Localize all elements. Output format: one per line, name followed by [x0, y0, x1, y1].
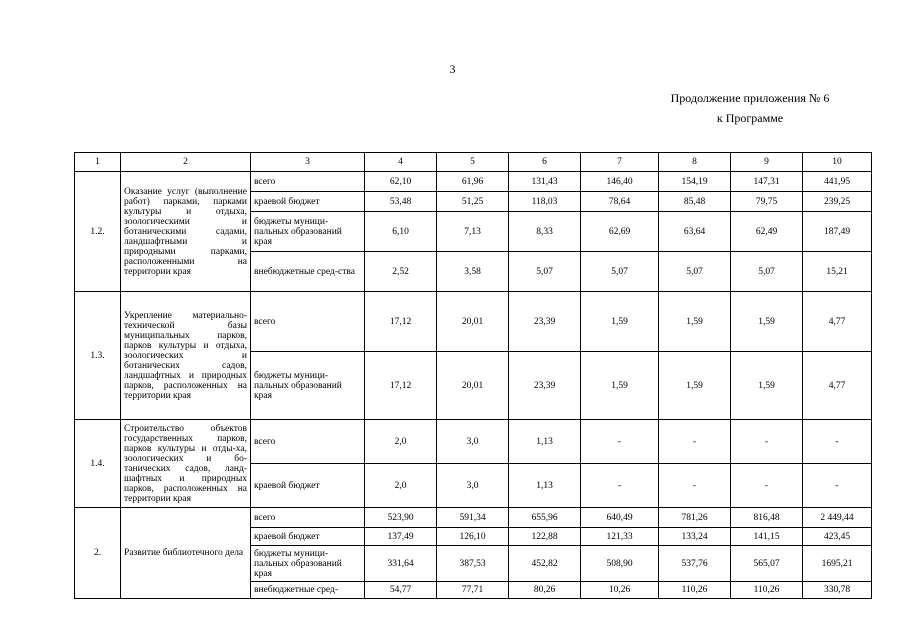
value-cell: 2,0 — [365, 420, 437, 464]
appendix-heading — [600, 88, 900, 128]
appendix-heading-line1: Продолжение приложения № 6 — [670, 91, 830, 105]
value-cell: 537,76 — [659, 546, 731, 582]
funding-source: краевой бюджет — [251, 464, 365, 508]
budget-table — [74, 152, 872, 599]
value-cell: 137,49 — [365, 528, 437, 546]
value-cell: 331,64 — [365, 546, 437, 582]
funding-source: бюджеты муници-пальных образований края — [251, 212, 365, 252]
header-cell: 10 — [803, 153, 872, 172]
value-cell: 62,69 — [581, 212, 659, 252]
value-cell: 1,59 — [581, 292, 659, 352]
funding-source: всего — [251, 172, 365, 192]
header-cell: 2 — [121, 153, 251, 172]
funding-source: всего — [251, 508, 365, 528]
value-cell: 122,88 — [509, 528, 581, 546]
value-cell: 4,77 — [803, 292, 872, 352]
value-cell: 5,07 — [659, 252, 731, 292]
item-name: Развитие библиотечного дела — [121, 508, 251, 599]
funding-source: всего — [251, 292, 365, 352]
value-cell: 154,19 — [659, 172, 731, 192]
item-number: 2. — [75, 508, 121, 599]
value-cell: 62,10 — [365, 172, 437, 192]
value-cell: 77,71 — [437, 582, 509, 599]
value-cell: 110,26 — [731, 582, 803, 599]
header-cell: 5 — [437, 153, 509, 172]
value-cell: 17,12 — [365, 352, 437, 420]
value-cell: - — [731, 420, 803, 464]
page-number: 3 — [449, 62, 456, 76]
value-cell: 146,40 — [581, 172, 659, 192]
funding-source: краевой бюджет — [251, 192, 365, 212]
value-cell: 6,10 — [365, 212, 437, 252]
value-cell: 10,26 — [581, 582, 659, 599]
table-row — [75, 508, 872, 528]
value-cell: 2,0 — [365, 464, 437, 508]
value-cell: 387,53 — [437, 546, 509, 582]
value-cell: 523,90 — [365, 508, 437, 528]
value-cell: 147,31 — [731, 172, 803, 192]
value-cell: 3,0 — [437, 420, 509, 464]
header-cell: 1 — [75, 153, 121, 172]
value-cell: 79,75 — [731, 192, 803, 212]
value-cell: - — [659, 464, 731, 508]
value-cell: 15,21 — [803, 252, 872, 292]
value-cell: 1,59 — [731, 292, 803, 352]
value-cell: 2 449,44 — [803, 508, 872, 528]
value-cell: 17,12 — [365, 292, 437, 352]
appendix-heading-line2: к Программе — [716, 111, 784, 125]
value-cell: 239,25 — [803, 192, 872, 212]
header-cell: 4 — [365, 153, 437, 172]
item-name: Укрепление материально-технической базы муниципальных парков, парков культуры и отдыха, зоологических и ботанических садов, ландшафтных и природных парков, расположенных на территории края — [121, 292, 251, 420]
value-cell: 1,59 — [581, 352, 659, 420]
value-cell: - — [803, 464, 872, 508]
value-cell: 20,01 — [437, 352, 509, 420]
value-cell: 187,49 — [803, 212, 872, 252]
header-cell: 9 — [731, 153, 803, 172]
funding-source: бюджеты муници-пальных образований края — [251, 546, 365, 582]
value-cell: 121,33 — [581, 528, 659, 546]
value-cell: 51,25 — [437, 192, 509, 212]
item-name: Оказание услуг (выполнение работ) парками, парками культуры и отдыха, зоологическими и ботаническими садами, ландшафтными и природными парками, расположенными на территории края — [121, 172, 251, 292]
value-cell: 591,34 — [437, 508, 509, 528]
value-cell: 781,26 — [659, 508, 731, 528]
value-cell: 441,95 — [803, 172, 872, 192]
value-cell: 23,39 — [509, 292, 581, 352]
header-row — [75, 153, 872, 172]
item-number: 1.3. — [75, 292, 121, 420]
value-cell: 54,77 — [365, 582, 437, 599]
value-cell: 1,13 — [509, 464, 581, 508]
header-cell: 6 — [509, 153, 581, 172]
value-cell: 1,13 — [509, 420, 581, 464]
header-cell: 3 — [251, 153, 365, 172]
value-cell: 8,33 — [509, 212, 581, 252]
value-cell: 640,49 — [581, 508, 659, 528]
value-cell: 655,96 — [509, 508, 581, 528]
funding-source: бюджеты муници-пальных образований края — [251, 352, 365, 420]
value-cell: - — [581, 464, 659, 508]
funding-source: краевой бюджет — [251, 528, 365, 546]
value-cell: 1695,21 — [803, 546, 872, 582]
value-cell: 1,59 — [659, 352, 731, 420]
value-cell: 565,07 — [731, 546, 803, 582]
funding-source: внебюджетные сред-ства — [251, 252, 365, 292]
funding-source: внебюджетные сред- — [251, 582, 365, 599]
table-row — [75, 292, 872, 352]
value-cell: 452,82 — [509, 546, 581, 582]
value-cell: 20,01 — [437, 292, 509, 352]
value-cell: 62,49 — [731, 212, 803, 252]
value-cell: 2,52 — [365, 252, 437, 292]
value-cell: 118,03 — [509, 192, 581, 212]
value-cell: 141,15 — [731, 528, 803, 546]
value-cell: 131,43 — [509, 172, 581, 192]
value-cell: 7,13 — [437, 212, 509, 252]
value-cell: 5,07 — [731, 252, 803, 292]
value-cell: 133,24 — [659, 528, 731, 546]
value-cell: 80,26 — [509, 582, 581, 599]
table-row — [75, 420, 872, 464]
value-cell: 5,07 — [509, 252, 581, 292]
value-cell: - — [659, 420, 731, 464]
value-cell: 53,48 — [365, 192, 437, 212]
value-cell: 78,64 — [581, 192, 659, 212]
value-cell: 85,48 — [659, 192, 731, 212]
value-cell: 3,0 — [437, 464, 509, 508]
value-cell: 1,59 — [659, 292, 731, 352]
value-cell: - — [803, 420, 872, 464]
value-cell: 126,10 — [437, 528, 509, 546]
value-cell: 63,64 — [659, 212, 731, 252]
value-cell: 4,77 — [803, 352, 872, 420]
value-cell: 3,58 — [437, 252, 509, 292]
value-cell: 110,26 — [659, 582, 731, 599]
value-cell: 1,59 — [731, 352, 803, 420]
item-number: 1.4. — [75, 420, 121, 508]
item-number: 1.2. — [75, 172, 121, 292]
value-cell: - — [581, 420, 659, 464]
funding-source: всего — [251, 420, 365, 464]
table-row — [75, 172, 872, 192]
value-cell: 816,48 — [731, 508, 803, 528]
value-cell: - — [731, 464, 803, 508]
value-cell: 508,90 — [581, 546, 659, 582]
value-cell: 5,07 — [581, 252, 659, 292]
item-name: Строительство объектов государственных парков, парков культуры и отды-ха, зоологических и бо-танических садов, ланд-шафтных и природных парков, расположенных на территории края — [121, 420, 251, 508]
value-cell: 61,96 — [437, 172, 509, 192]
header-cell: 7 — [581, 153, 659, 172]
value-cell: 423,45 — [803, 528, 872, 546]
value-cell: 330,78 — [803, 582, 872, 599]
header-cell: 8 — [659, 153, 731, 172]
value-cell: 23,39 — [509, 352, 581, 420]
